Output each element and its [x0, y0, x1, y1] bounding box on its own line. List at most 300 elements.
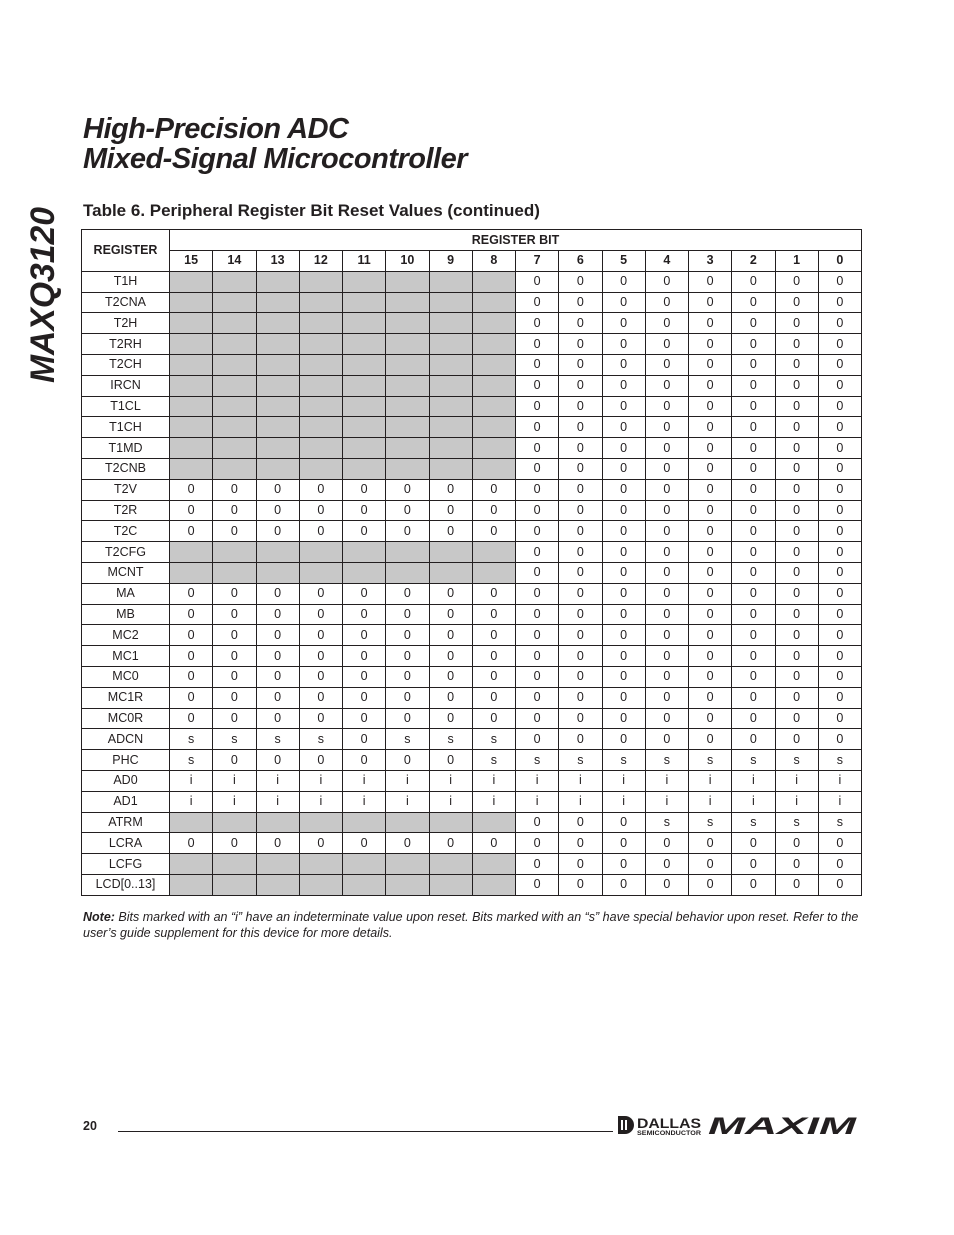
bit-value-cell: 0 — [213, 833, 256, 854]
bit-value-cell: i — [429, 791, 472, 812]
unused-bit-cell — [386, 396, 429, 417]
bit-value-cell: 0 — [559, 313, 602, 334]
bit-value-cell: 0 — [645, 666, 688, 687]
unused-bit-cell — [472, 271, 515, 292]
bit-value-cell: 0 — [516, 604, 559, 625]
bit-value-cell: 0 — [516, 417, 559, 438]
bit-value-cell: 0 — [818, 479, 861, 500]
bit-value-cell: 0 — [689, 604, 732, 625]
unused-bit-cell — [256, 874, 299, 895]
unused-bit-cell — [299, 542, 342, 563]
bit-value-cell: 0 — [818, 604, 861, 625]
table-row — [82, 438, 862, 459]
register-name-cell: T2H — [82, 313, 170, 334]
bit-value-cell: 0 — [732, 666, 775, 687]
register-name-cell: T2R — [82, 500, 170, 521]
table-row — [82, 854, 862, 875]
bit-value-cell: 0 — [645, 833, 688, 854]
bit-value-cell: s — [472, 750, 515, 771]
bit-value-cell: 0 — [645, 542, 688, 563]
table-note — [83, 909, 863, 941]
bit-value-cell: 0 — [775, 521, 818, 542]
bit-value-cell: 0 — [343, 687, 386, 708]
bit-value-cell: 0 — [559, 354, 602, 375]
unused-bit-cell — [343, 417, 386, 438]
unused-bit-cell — [256, 562, 299, 583]
bit-value-cell: 0 — [775, 708, 818, 729]
bit-header-cell: 13 — [256, 251, 299, 272]
bit-value-cell: s — [732, 812, 775, 833]
unused-bit-cell — [213, 313, 256, 334]
bit-value-cell: 0 — [516, 375, 559, 396]
bit-value-cell: i — [516, 770, 559, 791]
bit-value-cell: s — [170, 729, 213, 750]
unused-bit-cell — [343, 438, 386, 459]
unused-bit-cell — [299, 354, 342, 375]
bit-value-cell: 0 — [689, 646, 732, 667]
bit-value-cell: 0 — [559, 396, 602, 417]
bit-value-cell: 0 — [645, 583, 688, 604]
register-column-header: REGISTER — [82, 230, 170, 272]
unused-bit-cell — [343, 375, 386, 396]
dallas-logo-text: DALLAS — [637, 1115, 701, 1131]
bit-value-cell: 0 — [559, 292, 602, 313]
bit-value-cell: 0 — [516, 874, 559, 895]
bit-value-cell: 0 — [213, 604, 256, 625]
bit-value-cell: 0 — [818, 854, 861, 875]
bit-value-cell: 0 — [732, 562, 775, 583]
unused-bit-cell — [170, 271, 213, 292]
bit-value-cell: i — [386, 791, 429, 812]
bit-value-cell: 0 — [602, 334, 645, 355]
bit-value-cell: 0 — [472, 687, 515, 708]
bit-value-cell: 0 — [299, 750, 342, 771]
bit-value-cell: 0 — [775, 604, 818, 625]
bit-value-cell: 0 — [732, 521, 775, 542]
bit-value-cell: 0 — [386, 500, 429, 521]
bit-header-cell: 1 — [775, 251, 818, 272]
table-row — [82, 604, 862, 625]
table-row — [82, 313, 862, 334]
unused-bit-cell — [429, 396, 472, 417]
unused-bit-cell — [299, 812, 342, 833]
bit-value-cell: 0 — [689, 479, 732, 500]
footer-rule — [118, 1131, 613, 1132]
bit-value-cell: 0 — [818, 666, 861, 687]
bit-value-cell: 0 — [386, 687, 429, 708]
bit-value-cell: s — [299, 729, 342, 750]
bit-value-cell: 0 — [213, 583, 256, 604]
bit-value-cell: i — [602, 770, 645, 791]
bit-value-cell: 0 — [559, 375, 602, 396]
bit-value-cell: 0 — [645, 271, 688, 292]
bit-value-cell: 0 — [343, 521, 386, 542]
bit-value-cell: 0 — [818, 542, 861, 563]
unused-bit-cell — [256, 313, 299, 334]
bit-value-cell: 0 — [732, 500, 775, 521]
unused-bit-cell — [170, 334, 213, 355]
bit-value-cell: 0 — [732, 354, 775, 375]
table-row — [82, 750, 862, 771]
bit-value-cell: 0 — [732, 334, 775, 355]
bit-value-cell: 0 — [775, 729, 818, 750]
bit-header-cell: 12 — [299, 251, 342, 272]
bit-value-cell: s — [775, 812, 818, 833]
unused-bit-cell — [213, 458, 256, 479]
register-name-cell: LCD[0..13] — [82, 874, 170, 895]
bit-value-cell: 0 — [170, 604, 213, 625]
bit-value-cell: 0 — [472, 500, 515, 521]
unused-bit-cell — [170, 313, 213, 334]
note-text: Bits marked with an “i” have an indeterminate value upon reset. Bits marked with an “s” have special behavior upon reset. Refer to the user’s guide supplement for this device for more details. — [83, 910, 859, 940]
unused-bit-cell — [256, 438, 299, 459]
bit-value-cell: 0 — [343, 583, 386, 604]
bit-value-cell: 0 — [559, 417, 602, 438]
bit-value-cell: 0 — [170, 500, 213, 521]
bit-value-cell: 0 — [170, 646, 213, 667]
bit-value-cell: i — [256, 770, 299, 791]
bit-value-cell: 0 — [602, 812, 645, 833]
bit-value-cell: 0 — [602, 354, 645, 375]
unused-bit-cell — [343, 354, 386, 375]
bit-value-cell: 0 — [732, 583, 775, 604]
bit-value-cell: i — [299, 791, 342, 812]
bit-value-cell: 0 — [472, 833, 515, 854]
bit-value-cell: 0 — [602, 562, 645, 583]
unused-bit-cell — [299, 874, 342, 895]
bit-value-cell: 0 — [516, 812, 559, 833]
maxim-logo — [708, 1113, 858, 1137]
bit-header-cell: 5 — [602, 251, 645, 272]
bit-value-cell: 0 — [689, 313, 732, 334]
bit-value-cell: 0 — [343, 646, 386, 667]
bit-value-cell: 0 — [343, 500, 386, 521]
bit-value-cell: 0 — [386, 708, 429, 729]
bit-value-cell: 0 — [818, 729, 861, 750]
bit-value-cell: 0 — [256, 646, 299, 667]
bit-value-cell: 0 — [256, 625, 299, 646]
unused-bit-cell — [299, 854, 342, 875]
unused-bit-cell — [256, 417, 299, 438]
document-title — [83, 114, 467, 174]
bit-value-cell: 0 — [602, 854, 645, 875]
bit-value-cell: 0 — [818, 646, 861, 667]
bit-value-cell: 0 — [559, 542, 602, 563]
bit-value-cell: 0 — [775, 313, 818, 334]
bit-value-cell: 0 — [689, 542, 732, 563]
bit-value-cell: 0 — [732, 313, 775, 334]
unused-bit-cell — [213, 271, 256, 292]
unused-bit-cell — [213, 874, 256, 895]
bit-value-cell: 0 — [645, 500, 688, 521]
bit-value-cell: 0 — [602, 729, 645, 750]
bit-value-cell: i — [256, 791, 299, 812]
bit-value-cell: 0 — [645, 687, 688, 708]
bit-value-cell: i — [818, 791, 861, 812]
bit-value-cell: 0 — [775, 542, 818, 563]
bit-value-cell: 0 — [343, 479, 386, 500]
bit-value-cell: 0 — [299, 583, 342, 604]
bit-value-cell: 0 — [818, 375, 861, 396]
table-row — [82, 729, 862, 750]
unused-bit-cell — [170, 874, 213, 895]
bit-value-cell: 0 — [645, 521, 688, 542]
unused-bit-cell — [343, 313, 386, 334]
bit-value-cell: 0 — [732, 646, 775, 667]
unused-bit-cell — [429, 874, 472, 895]
unused-bit-cell — [386, 417, 429, 438]
bit-value-cell: 0 — [472, 604, 515, 625]
bit-value-cell: 0 — [256, 583, 299, 604]
unused-bit-cell — [386, 375, 429, 396]
register-name-cell: MC0 — [82, 666, 170, 687]
unused-bit-cell — [256, 334, 299, 355]
bit-value-cell: 0 — [602, 396, 645, 417]
bit-value-cell: 0 — [602, 417, 645, 438]
bit-value-cell: 0 — [559, 438, 602, 459]
bit-value-cell: 0 — [559, 874, 602, 895]
bit-value-cell: 0 — [732, 542, 775, 563]
bit-value-cell: 0 — [256, 479, 299, 500]
register-name-cell: PHC — [82, 750, 170, 771]
table-row — [82, 334, 862, 355]
unused-bit-cell — [472, 396, 515, 417]
bit-value-cell: 0 — [732, 417, 775, 438]
bit-value-cell: 0 — [472, 479, 515, 500]
bit-value-cell: 0 — [645, 625, 688, 646]
unused-bit-cell — [299, 271, 342, 292]
bit-value-cell: 0 — [645, 729, 688, 750]
bit-value-cell: 0 — [775, 354, 818, 375]
bit-value-cell: 0 — [645, 375, 688, 396]
bit-value-cell: 0 — [559, 708, 602, 729]
register-name-cell: T1H — [82, 271, 170, 292]
table-row — [82, 583, 862, 604]
bit-value-cell: i — [689, 791, 732, 812]
unused-bit-cell — [256, 292, 299, 313]
bit-value-cell: 0 — [602, 271, 645, 292]
bit-value-cell: 0 — [386, 646, 429, 667]
bit-value-cell: 0 — [559, 562, 602, 583]
table-row — [82, 625, 862, 646]
bit-value-cell: 0 — [732, 479, 775, 500]
bit-value-cell: 0 — [732, 625, 775, 646]
bit-value-cell: s — [386, 729, 429, 750]
bit-value-cell: 0 — [775, 375, 818, 396]
bit-value-cell: s — [429, 729, 472, 750]
bit-value-cell: 0 — [732, 292, 775, 313]
bit-value-cell: 0 — [689, 833, 732, 854]
bit-value-cell: 0 — [343, 666, 386, 687]
bit-value-cell: 0 — [386, 583, 429, 604]
bit-value-cell: s — [689, 812, 732, 833]
table-row — [82, 708, 862, 729]
unused-bit-cell — [386, 313, 429, 334]
bit-value-cell: 0 — [170, 583, 213, 604]
unused-bit-cell — [299, 292, 342, 313]
bit-value-cell: 0 — [213, 750, 256, 771]
bit-value-cell: s — [818, 812, 861, 833]
bit-value-cell: 0 — [775, 666, 818, 687]
unused-bit-cell — [299, 396, 342, 417]
bit-value-cell: 0 — [818, 292, 861, 313]
table-row — [82, 542, 862, 563]
bit-header-cell: 9 — [429, 251, 472, 272]
unused-bit-cell — [256, 542, 299, 563]
bit-value-cell: 0 — [732, 833, 775, 854]
unused-bit-cell — [429, 542, 472, 563]
bit-value-cell: 0 — [732, 438, 775, 459]
bit-value-cell: 0 — [386, 750, 429, 771]
bit-value-cell: i — [732, 791, 775, 812]
register-bit-header: REGISTER BIT — [170, 230, 862, 251]
unused-bit-cell — [429, 562, 472, 583]
unused-bit-cell — [386, 854, 429, 875]
bit-value-cell: 0 — [559, 604, 602, 625]
table-row — [82, 562, 862, 583]
table-row — [82, 687, 862, 708]
table-row — [82, 521, 862, 542]
bit-value-cell: 0 — [689, 874, 732, 895]
bit-value-cell: 0 — [818, 583, 861, 604]
bit-value-cell: 0 — [516, 292, 559, 313]
bit-value-cell: 0 — [689, 625, 732, 646]
side-part-number — [14, 205, 74, 385]
register-name-cell: LCFG — [82, 854, 170, 875]
bit-value-cell: 0 — [689, 271, 732, 292]
bit-value-cell: 0 — [818, 334, 861, 355]
unused-bit-cell — [343, 334, 386, 355]
table-row — [82, 479, 862, 500]
bit-value-cell: 0 — [775, 833, 818, 854]
bit-value-cell: 0 — [818, 396, 861, 417]
register-name-cell: AD1 — [82, 791, 170, 812]
unused-bit-cell — [429, 438, 472, 459]
unused-bit-cell — [386, 812, 429, 833]
bit-value-cell: i — [775, 770, 818, 791]
bit-value-cell: 0 — [516, 542, 559, 563]
unused-bit-cell — [386, 542, 429, 563]
register-name-cell: T2CH — [82, 354, 170, 375]
bit-value-cell: 0 — [343, 708, 386, 729]
bit-value-cell: 0 — [775, 854, 818, 875]
bit-value-cell: 0 — [559, 687, 602, 708]
bit-value-cell: 0 — [602, 521, 645, 542]
bit-value-cell: 0 — [516, 854, 559, 875]
register-name-cell: T1MD — [82, 438, 170, 459]
bit-value-cell: 0 — [299, 666, 342, 687]
dallas-logo-subtext: SEMICONDUCTOR — [637, 1131, 702, 1137]
bit-value-cell: 0 — [559, 500, 602, 521]
bit-value-cell: 0 — [429, 521, 472, 542]
bit-value-cell: i — [343, 770, 386, 791]
bit-value-cell: i — [775, 791, 818, 812]
unused-bit-cell — [386, 354, 429, 375]
register-name-cell: MB — [82, 604, 170, 625]
table-header-row — [82, 230, 862, 251]
bit-value-cell: 0 — [343, 604, 386, 625]
bit-header-cell: 4 — [645, 251, 688, 272]
bit-value-cell: 0 — [170, 833, 213, 854]
bit-value-cell: i — [818, 770, 861, 791]
unused-bit-cell — [472, 562, 515, 583]
bit-value-cell: 0 — [343, 750, 386, 771]
unused-bit-cell — [299, 334, 342, 355]
bit-value-cell: i — [213, 770, 256, 791]
unused-bit-cell — [386, 271, 429, 292]
bit-value-cell: i — [516, 791, 559, 812]
unused-bit-cell — [343, 271, 386, 292]
bit-value-cell: 0 — [645, 292, 688, 313]
bit-value-cell: i — [645, 770, 688, 791]
bit-value-cell: 0 — [775, 417, 818, 438]
bit-value-cell: 0 — [299, 479, 342, 500]
note-label: Note: — [83, 910, 115, 924]
table-row — [82, 770, 862, 791]
unused-bit-cell — [213, 417, 256, 438]
unused-bit-cell — [429, 292, 472, 313]
bit-value-cell: 0 — [213, 708, 256, 729]
page-number: 20 — [83, 1119, 97, 1133]
unused-bit-cell — [472, 458, 515, 479]
bit-value-cell: 0 — [775, 500, 818, 521]
bit-value-cell: s — [775, 750, 818, 771]
bit-value-cell: 0 — [689, 354, 732, 375]
bit-value-cell: i — [472, 770, 515, 791]
unused-bit-cell — [299, 562, 342, 583]
bit-value-cell: 0 — [213, 666, 256, 687]
bit-value-cell: 0 — [516, 666, 559, 687]
register-name-cell: T2V — [82, 479, 170, 500]
unused-bit-cell — [213, 292, 256, 313]
bit-value-cell: 0 — [170, 625, 213, 646]
bit-value-cell: 0 — [256, 708, 299, 729]
bit-value-cell: s — [472, 729, 515, 750]
register-name-cell: T2CNA — [82, 292, 170, 313]
bit-value-cell: 0 — [602, 458, 645, 479]
bit-value-cell: s — [689, 750, 732, 771]
bit-value-cell: 0 — [299, 687, 342, 708]
unused-bit-cell — [429, 271, 472, 292]
bit-value-cell: 0 — [472, 521, 515, 542]
bit-value-cell: 0 — [516, 687, 559, 708]
bit-value-cell: 0 — [516, 500, 559, 521]
bit-value-cell: 0 — [775, 625, 818, 646]
bit-value-cell: 0 — [818, 354, 861, 375]
unused-bit-cell — [213, 354, 256, 375]
bit-value-cell: 0 — [645, 646, 688, 667]
bit-value-cell: 0 — [732, 874, 775, 895]
unused-bit-cell — [213, 438, 256, 459]
bit-value-cell: s — [516, 750, 559, 771]
bit-value-cell: 0 — [602, 500, 645, 521]
bit-value-cell: 0 — [516, 729, 559, 750]
bit-value-cell: 0 — [689, 438, 732, 459]
bit-value-cell: 0 — [170, 666, 213, 687]
register-name-cell: MA — [82, 583, 170, 604]
bit-header-cell: 3 — [689, 251, 732, 272]
unused-bit-cell — [429, 334, 472, 355]
unused-bit-cell — [170, 375, 213, 396]
register-name-cell: LCRA — [82, 833, 170, 854]
bit-value-cell: 0 — [775, 396, 818, 417]
unused-bit-cell — [472, 292, 515, 313]
bit-value-cell: 0 — [689, 687, 732, 708]
unused-bit-cell — [343, 854, 386, 875]
bit-value-cell: 0 — [602, 687, 645, 708]
unused-bit-cell — [213, 562, 256, 583]
bit-value-cell: 0 — [559, 646, 602, 667]
